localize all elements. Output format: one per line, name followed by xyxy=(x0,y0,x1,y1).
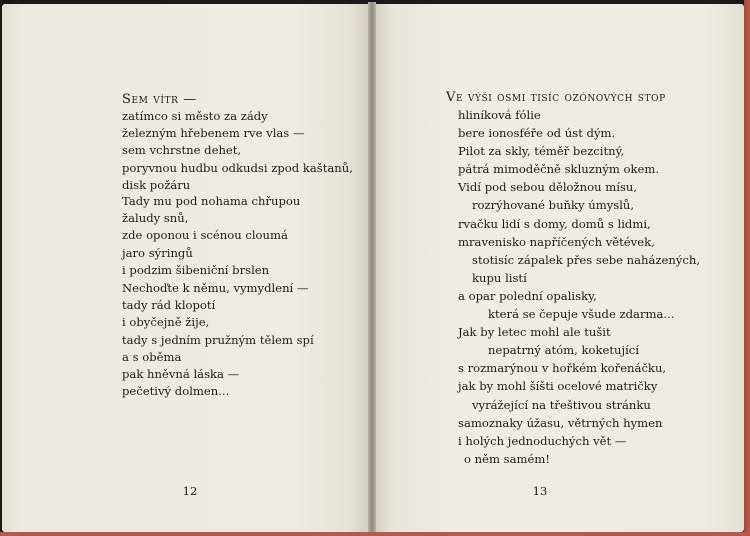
poem-body xyxy=(458,106,700,468)
verse-line: zatímco si město za zády xyxy=(122,109,268,123)
verse-line: železným hřebenem rve vlas — xyxy=(122,126,305,141)
verse-line: a opar polední opalisky, xyxy=(458,288,597,303)
verse-line: zde oponou i scénou cloumá xyxy=(122,228,288,243)
cover-bottom-edge xyxy=(0,532,750,536)
book-gutter xyxy=(368,2,376,534)
left-page xyxy=(2,4,372,532)
verse-line: rvačku lidí s domy, domů s lidmi, xyxy=(458,216,651,231)
verse-line: o něm samém! xyxy=(464,451,551,466)
verse-line: jaro sýringů xyxy=(122,245,193,260)
verse-line: pak hněvná láska — xyxy=(122,367,240,382)
verse-line: bere ionosféře od úst dým. xyxy=(458,126,616,141)
verse-line: i obyčejně žije, xyxy=(122,315,210,330)
poem-title: Sem vítr — xyxy=(122,92,197,107)
verse-line: a s oběma xyxy=(122,349,182,364)
verse-line: žaludy snů, xyxy=(122,211,189,226)
verse-line: Pilot za skly, téměř bezcitný, xyxy=(458,144,625,159)
verse-line: poryvnou hudbu odkudsi zpod kaštanů, xyxy=(122,160,353,175)
stanza-3 xyxy=(122,280,314,400)
verse-line: kupu listí xyxy=(472,270,527,285)
verse-line: stotisíc zápalek přes sebe naházených, xyxy=(472,252,701,267)
verse-line: i holých jednoduchých vět — xyxy=(458,433,627,448)
verse-line: s rozmarýnou v hořkém kořenáčku, xyxy=(458,361,667,376)
verse-line: která se čepuje všude zdarma... xyxy=(488,307,675,322)
verse-line: nepatrný atóm, koketující xyxy=(488,343,640,358)
poem-title: Ve výši osmi tisíc ozónových stop xyxy=(446,90,666,105)
right-page xyxy=(372,4,744,532)
verse-line: sem vchrstne dehet, xyxy=(122,143,242,158)
verse-line: hliníková fólie xyxy=(458,108,541,122)
page-number: 12 xyxy=(182,484,198,498)
verse-line: pátrá mimoděčně skluzným okem. xyxy=(458,162,660,177)
verse-line: vyrážející na třeštivou stránku xyxy=(472,397,651,412)
verse-line: Jak by letec mohl ale tušit xyxy=(458,325,611,340)
verse-line: mravenisko napříčených větévek, xyxy=(458,234,655,249)
verse-line: pečetivý dolmen... xyxy=(122,384,230,399)
stanza-2 xyxy=(122,193,300,279)
verse-line: i podzim šibeniční brslen xyxy=(122,262,270,277)
verse-line: tady rád klopotí xyxy=(122,298,216,313)
verse-line: Nechoďte k němu, vymydlení — xyxy=(122,281,309,295)
verse-line: samoznaky úžasu, větrných hymen xyxy=(458,415,663,430)
verse-line: jak by mohl šíšti ocelové matričky xyxy=(458,379,658,394)
page-number: 13 xyxy=(532,484,548,498)
verse-line: tady s jedním pružným tělem spí xyxy=(122,332,314,347)
verse-line: Tady mu pod nohama chřupou xyxy=(122,194,301,208)
stanza-1 xyxy=(122,108,353,194)
verse-line: rozrýhované buňky úmyslů, xyxy=(472,198,635,213)
verse-line: Vidí pod sebou děložnou mísu, xyxy=(458,180,638,195)
cover-edge xyxy=(744,0,750,536)
verse-line: disk požáru xyxy=(122,177,191,192)
